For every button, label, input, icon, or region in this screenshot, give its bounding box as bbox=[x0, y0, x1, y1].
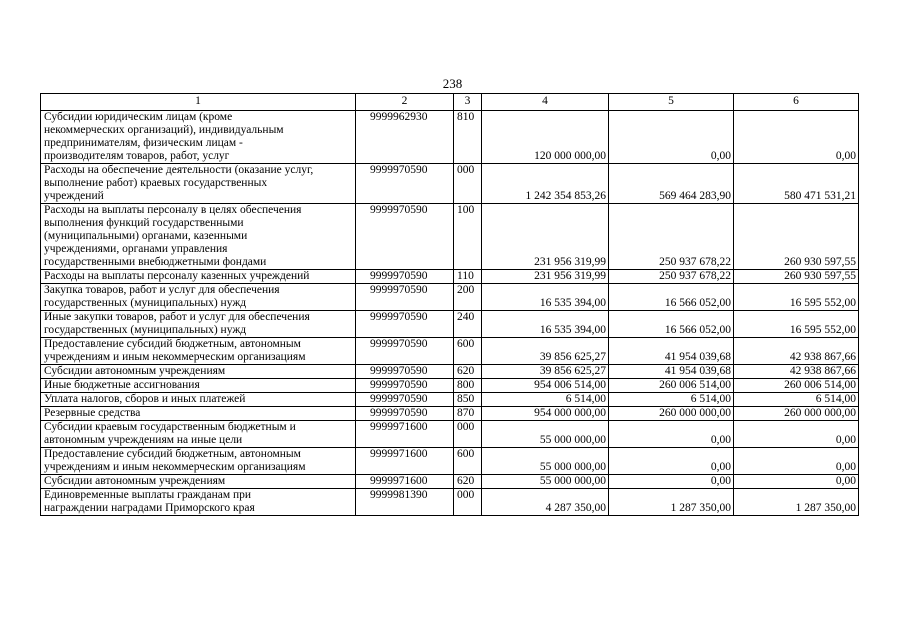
row-value-col5: 0,00 bbox=[609, 421, 734, 448]
row-name-line: государственными внебюджетными фондами bbox=[44, 256, 267, 268]
table-row bbox=[41, 284, 859, 311]
row-expense-type-cell: 110 bbox=[454, 270, 482, 284]
row-code-cell: 9999970590 bbox=[356, 365, 454, 379]
row-value-col6: 260 930 597,55 bbox=[734, 270, 859, 284]
row-name-line: выполнение работ) краевых государственных bbox=[44, 177, 268, 189]
row-code-cell: 9999971600 bbox=[356, 448, 454, 475]
row-expense-type-cell: 620 bbox=[454, 475, 482, 489]
row-expense-type-cell: 850 bbox=[454, 393, 482, 407]
column-header-5: 5 bbox=[609, 94, 734, 111]
row-code-cell: 9999970590 bbox=[356, 311, 454, 338]
table-row bbox=[41, 475, 859, 489]
row-expense-type-cell: 600 bbox=[454, 448, 482, 475]
row-value-col6: 0,00 bbox=[734, 448, 859, 475]
row-value-col5: 1 287 350,00 bbox=[609, 489, 734, 516]
row-expense-type-cell: 000 bbox=[454, 489, 482, 516]
row-value-col4: 4 287 350,00 bbox=[482, 489, 609, 516]
row-name-line: государственных (муниципальных) нужд bbox=[44, 324, 247, 336]
row-name-line: учреждениям и иным некоммерческим организациям bbox=[44, 351, 306, 363]
row-code-cell: 9999981390 bbox=[356, 489, 454, 516]
row-value-col5: 6 514,00 bbox=[609, 393, 734, 407]
row-name-cell bbox=[41, 421, 356, 448]
row-name-cell bbox=[41, 475, 356, 489]
row-name-line: Закупка товаров, работ и услуг для обеспечения bbox=[44, 284, 280, 296]
row-name-cell bbox=[41, 270, 356, 284]
row-code-cell: 9999970590 bbox=[356, 338, 454, 365]
row-value-col5: 260 006 514,00 bbox=[609, 379, 734, 393]
row-name-line: Расходы на выплаты персоналу казенных учреждений bbox=[44, 270, 310, 282]
row-value-col5: 260 000 000,00 bbox=[609, 407, 734, 421]
row-name-line: награждении наградами Приморского края bbox=[44, 502, 255, 514]
row-value-col4: 39 856 625,27 bbox=[482, 338, 609, 365]
row-value-col4: 6 514,00 bbox=[482, 393, 609, 407]
row-name-cell bbox=[41, 284, 356, 311]
row-name-line: Единовременные выплаты гражданам при bbox=[44, 489, 252, 501]
row-value-col5: 250 937 678,22 bbox=[609, 270, 734, 284]
table-row bbox=[41, 393, 859, 407]
row-code-cell: 9999962930 bbox=[356, 111, 454, 164]
row-name-cell bbox=[41, 393, 356, 407]
row-code-cell: 9999970590 bbox=[356, 284, 454, 311]
row-name-line: автономным учреждениям на иные цели bbox=[44, 434, 243, 446]
row-expense-type-cell: 600 bbox=[454, 338, 482, 365]
row-name-cell bbox=[41, 448, 356, 475]
row-value-col5: 16 566 052,00 bbox=[609, 311, 734, 338]
row-name-line: Субсидии краевым государственным бюджетным и bbox=[44, 421, 296, 433]
row-value-col5: 0,00 bbox=[609, 448, 734, 475]
row-value-col5: 16 566 052,00 bbox=[609, 284, 734, 311]
row-name-line: Расходы на обеспечение деятельности (оказание услуг, bbox=[44, 164, 314, 176]
table-row bbox=[41, 421, 859, 448]
column-header-4: 4 bbox=[482, 94, 609, 111]
table-row bbox=[41, 311, 859, 338]
row-expense-type-cell: 810 bbox=[454, 111, 482, 164]
row-code-cell: 9999970590 bbox=[356, 379, 454, 393]
row-code-cell: 9999970590 bbox=[356, 393, 454, 407]
column-header-3: 3 bbox=[454, 94, 482, 111]
row-code-cell: 9999970590 bbox=[356, 270, 454, 284]
row-value-col4: 120 000 000,00 bbox=[482, 111, 609, 164]
row-code-cell: 9999971600 bbox=[356, 475, 454, 489]
row-value-col4: 16 535 394,00 bbox=[482, 311, 609, 338]
row-name-line: Субсидии юридическим лицам (кроме bbox=[44, 111, 233, 123]
row-name-line: некоммерческих организаций), индивидуальным bbox=[44, 124, 284, 136]
row-name-cell bbox=[41, 111, 356, 164]
row-expense-type-cell: 620 bbox=[454, 365, 482, 379]
row-name-line: Иные закупки товаров, работ и услуг для обеспечения bbox=[44, 311, 310, 323]
row-code-cell: 9999970590 bbox=[356, 164, 454, 204]
row-name-line: выполнения функций государственными bbox=[44, 217, 244, 229]
row-value-col5: 41 954 039,68 bbox=[609, 338, 734, 365]
row-value-col4: 231 956 319,99 bbox=[482, 204, 609, 270]
row-value-col5: 569 464 283,90 bbox=[609, 164, 734, 204]
row-value-col6: 0,00 bbox=[734, 475, 859, 489]
row-value-col4: 954 000 000,00 bbox=[482, 407, 609, 421]
row-name-line: Иные бюджетные ассигнования bbox=[44, 379, 200, 391]
row-name-line: Субсидии автономным учреждениям bbox=[44, 475, 226, 487]
row-value-col4: 39 856 625,27 bbox=[482, 365, 609, 379]
row-name-cell bbox=[41, 164, 356, 204]
row-expense-type-cell: 000 bbox=[454, 164, 482, 204]
row-value-col5: 0,00 bbox=[609, 111, 734, 164]
row-value-col4: 231 956 319,99 bbox=[482, 270, 609, 284]
table-row bbox=[41, 338, 859, 365]
row-value-col6: 16 595 552,00 bbox=[734, 284, 859, 311]
table-row bbox=[41, 407, 859, 421]
row-value-col4: 55 000 000,00 bbox=[482, 475, 609, 489]
row-name-line: Уплата налогов, сборов и иных платежей bbox=[44, 393, 246, 405]
row-value-col6: 0,00 bbox=[734, 111, 859, 164]
row-expense-type-cell: 200 bbox=[454, 284, 482, 311]
row-value-col4: 16 535 394,00 bbox=[482, 284, 609, 311]
row-name-line: государственных (муниципальных) нужд bbox=[44, 297, 247, 309]
column-header-1: 1 bbox=[41, 94, 356, 111]
row-name-line: Расходы на выплаты персоналу в целях обеспечения bbox=[44, 204, 302, 216]
row-expense-type-cell: 100 bbox=[454, 204, 482, 270]
row-name-line: Субсидии автономным учреждениям bbox=[44, 365, 226, 377]
table-row bbox=[41, 270, 859, 284]
row-code-cell: 9999970590 bbox=[356, 407, 454, 421]
table-row bbox=[41, 448, 859, 475]
column-header-6: 6 bbox=[734, 94, 859, 111]
row-value-col6: 0,00 bbox=[734, 421, 859, 448]
row-name-cell bbox=[41, 489, 356, 516]
table-row bbox=[41, 204, 859, 270]
row-value-col6: 16 595 552,00 bbox=[734, 311, 859, 338]
row-value-col4: 55 000 000,00 bbox=[482, 448, 609, 475]
row-value-col6: 260 006 514,00 bbox=[734, 379, 859, 393]
row-value-col6: 260 000 000,00 bbox=[734, 407, 859, 421]
row-value-col6: 580 471 531,21 bbox=[734, 164, 859, 204]
row-value-col4: 954 006 514,00 bbox=[482, 379, 609, 393]
row-value-col6: 42 938 867,66 bbox=[734, 365, 859, 379]
row-name-line: (муниципальными) органами, казенными bbox=[44, 230, 248, 242]
row-name-cell bbox=[41, 311, 356, 338]
table-row bbox=[41, 489, 859, 516]
row-name-line: учреждений bbox=[44, 190, 104, 202]
table-row bbox=[41, 164, 859, 204]
table-row bbox=[41, 365, 859, 379]
row-expense-type-cell: 800 bbox=[454, 379, 482, 393]
row-name-cell bbox=[41, 379, 356, 393]
row-value-col6: 42 938 867,66 bbox=[734, 338, 859, 365]
row-name-cell bbox=[41, 204, 356, 270]
row-expense-type-cell: 240 bbox=[454, 311, 482, 338]
row-value-col6: 1 287 350,00 bbox=[734, 489, 859, 516]
row-name-line: производителям товаров, работ, услуг bbox=[44, 150, 230, 162]
row-code-cell: 9999971600 bbox=[356, 421, 454, 448]
table-row bbox=[41, 379, 859, 393]
row-name-line: предпринимателям, физическим лицам - bbox=[44, 137, 243, 149]
column-header-2: 2 bbox=[356, 94, 454, 111]
row-value-col5: 41 954 039,68 bbox=[609, 365, 734, 379]
row-value-col4: 1 242 354 853,26 bbox=[482, 164, 609, 204]
table-row bbox=[41, 111, 859, 164]
row-name-cell bbox=[41, 407, 356, 421]
budget-table-body bbox=[41, 94, 859, 516]
row-name-line: учреждениям и иным некоммерческим организациям bbox=[44, 461, 306, 473]
page-number: 238 bbox=[442, 76, 463, 91]
row-name-line: Резервные средства bbox=[44, 407, 141, 419]
row-name-line: Предоставление субсидий бюджетным, автономным bbox=[44, 448, 301, 460]
row-expense-type-cell: 870 bbox=[454, 407, 482, 421]
column-number-row bbox=[41, 94, 859, 111]
row-code-cell: 9999970590 bbox=[356, 204, 454, 270]
row-name-cell bbox=[41, 365, 356, 379]
row-value-col4: 55 000 000,00 bbox=[482, 421, 609, 448]
row-value-col6: 6 514,00 bbox=[734, 393, 859, 407]
row-name-cell bbox=[41, 338, 356, 365]
budget-table bbox=[40, 93, 859, 516]
row-name-line: Предоставление субсидий бюджетным, автономным bbox=[44, 338, 301, 350]
row-value-col5: 250 937 678,22 bbox=[609, 204, 734, 270]
row-name-line: учреждениями, органами управления bbox=[44, 243, 228, 255]
row-expense-type-cell: 000 bbox=[454, 421, 482, 448]
row-value-col6: 260 930 597,55 bbox=[734, 204, 859, 270]
row-value-col5: 0,00 bbox=[609, 475, 734, 489]
